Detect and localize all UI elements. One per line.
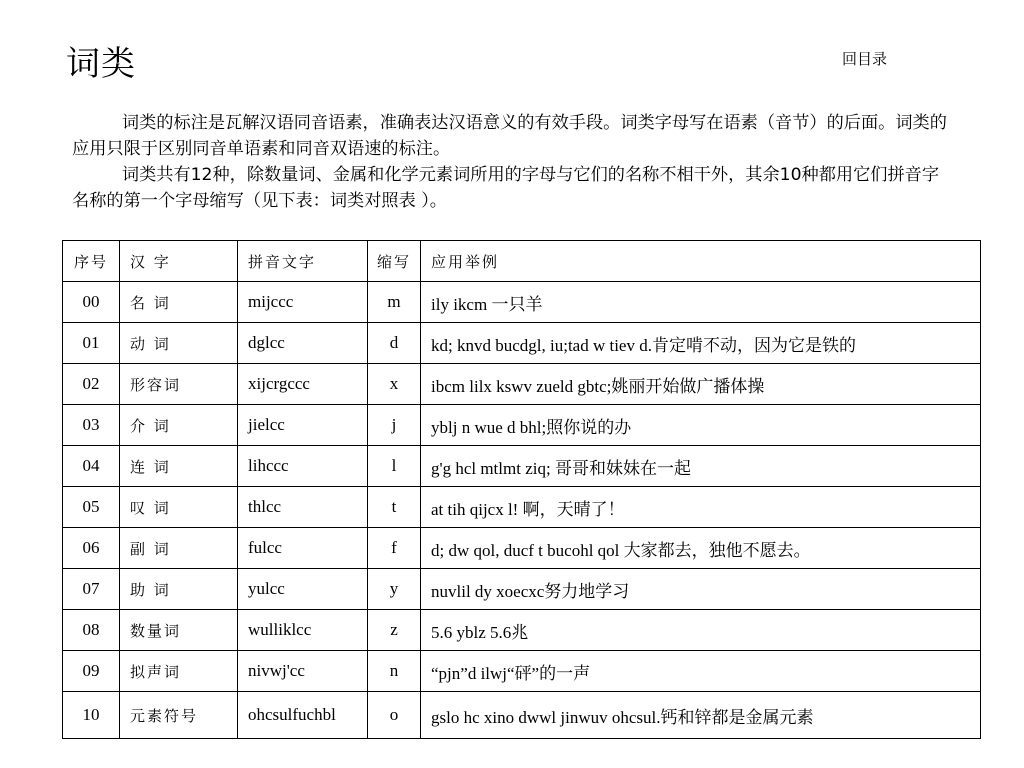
cell-abbr: y (368, 569, 421, 610)
header-pinyin: 拼音文字 (238, 241, 368, 282)
cell-chars: 元素符号 (120, 692, 238, 739)
cell-pinyin: lihccc (238, 446, 368, 487)
cell-pinyin: ohcsulfuchbl (238, 692, 368, 739)
cell-chars: 数量词 (120, 610, 238, 651)
cell-pinyin: nivwj'cc (238, 651, 368, 692)
cell-abbr: l (368, 446, 421, 487)
cell-seq: 05 (63, 487, 120, 528)
cell-seq: 07 (63, 569, 120, 610)
cell-example: ibcm lilx kswv zueld gbtc;姚丽开始做广播体操 (421, 364, 981, 405)
cell-chars: 连 词 (120, 446, 238, 487)
cell-example: ily ikcm 一只羊 (421, 282, 981, 323)
cell-example: d; dw qol, ducf t bucohl qol 大家都去，独他不愿去。 (421, 528, 981, 569)
cell-abbr: z (368, 610, 421, 651)
cell-seq: 01 (63, 323, 120, 364)
cell-example: g'g hcl mtlmt ziq; 哥哥和妹妹在一起 (421, 446, 981, 487)
cell-pinyin: xijcrgccc (238, 364, 368, 405)
table-row (63, 651, 981, 692)
table-row (63, 446, 981, 487)
table-row (63, 692, 981, 739)
cell-seq: 04 (63, 446, 120, 487)
header-seq: 序号 (63, 241, 120, 282)
table-row (63, 528, 981, 569)
cell-abbr: x (368, 364, 421, 405)
cell-seq: 08 (63, 610, 120, 651)
cell-chars: 拟声词 (120, 651, 238, 692)
table-row (63, 610, 981, 651)
cell-pinyin: yulcc (238, 569, 368, 610)
intro-text (72, 110, 950, 214)
cell-chars: 叹 词 (120, 487, 238, 528)
cell-abbr: d (368, 323, 421, 364)
table-row (63, 282, 981, 323)
cell-chars: 副 词 (120, 528, 238, 569)
header-example: 应用举例 (421, 241, 981, 282)
cell-seq: 02 (63, 364, 120, 405)
back-to-contents-link[interactable]: 回目录 (842, 50, 888, 68)
table-header-row (63, 241, 981, 282)
table-row (63, 364, 981, 405)
table-row (63, 569, 981, 610)
cell-abbr: n (368, 651, 421, 692)
cell-seq: 00 (63, 282, 120, 323)
cell-example: nuvlil dy xoecxc努力地学习 (421, 569, 981, 610)
cell-chars: 动 词 (120, 323, 238, 364)
intro-paragraph-1: 词类的标注是瓦解汉语同音语素，准确表达汉语意义的有效手段。词类字母写在语素（音节）的后面。词类的应用只限于区别同音单语素和同音双语速的标注。 (72, 113, 947, 159)
cell-abbr: j (368, 405, 421, 446)
cell-pinyin: mijccc (238, 282, 368, 323)
cell-example: at tih qijcx l! 啊，天晴了！ (421, 487, 981, 528)
header-abbr: 缩写 (368, 241, 421, 282)
cell-abbr: m (368, 282, 421, 323)
cell-abbr: o (368, 692, 421, 739)
cell-abbr: t (368, 487, 421, 528)
cell-pinyin: dglcc (238, 323, 368, 364)
intro-paragraph-2: 词类共有12种，除数量词、金属和化学元素词所用的字母与它们的名称不相干外，其余10种都用它们拼音字名称的第一个字母缩写（见下表：词类对照表 ）。 (72, 165, 940, 211)
cell-chars: 介 词 (120, 405, 238, 446)
cell-seq: 10 (63, 692, 120, 739)
table-row (63, 405, 981, 446)
table-row (63, 323, 981, 364)
word-class-table (62, 240, 981, 739)
cell-pinyin: thlcc (238, 487, 368, 528)
cell-chars: 名 词 (120, 282, 238, 323)
cell-chars: 助 词 (120, 569, 238, 610)
cell-pinyin: jielcc (238, 405, 368, 446)
header-chars: 汉 字 (120, 241, 238, 282)
cell-chars: 形容词 (120, 364, 238, 405)
table-row (63, 487, 981, 528)
cell-example: kd; knvd bucdgl, iu;tad w tiev d.肯定啃不动，因为它是铁的 (421, 323, 981, 364)
cell-example: 5.6 yblz 5.6兆 (421, 610, 981, 651)
cell-seq: 06 (63, 528, 120, 569)
cell-abbr: f (368, 528, 421, 569)
page-title: 词类 (66, 44, 136, 84)
cell-seq: 09 (63, 651, 120, 692)
cell-pinyin: wulliklcc (238, 610, 368, 651)
cell-example: “pjn”d ilwj“砰”的一声 (421, 651, 981, 692)
cell-seq: 03 (63, 405, 120, 446)
cell-pinyin: fulcc (238, 528, 368, 569)
cell-example: gslo hc xino dwwl jinwuv ohcsul.钙和锌都是金属元素 (421, 692, 981, 739)
cell-example: yblj n wue d bhl;照你说的办 (421, 405, 981, 446)
